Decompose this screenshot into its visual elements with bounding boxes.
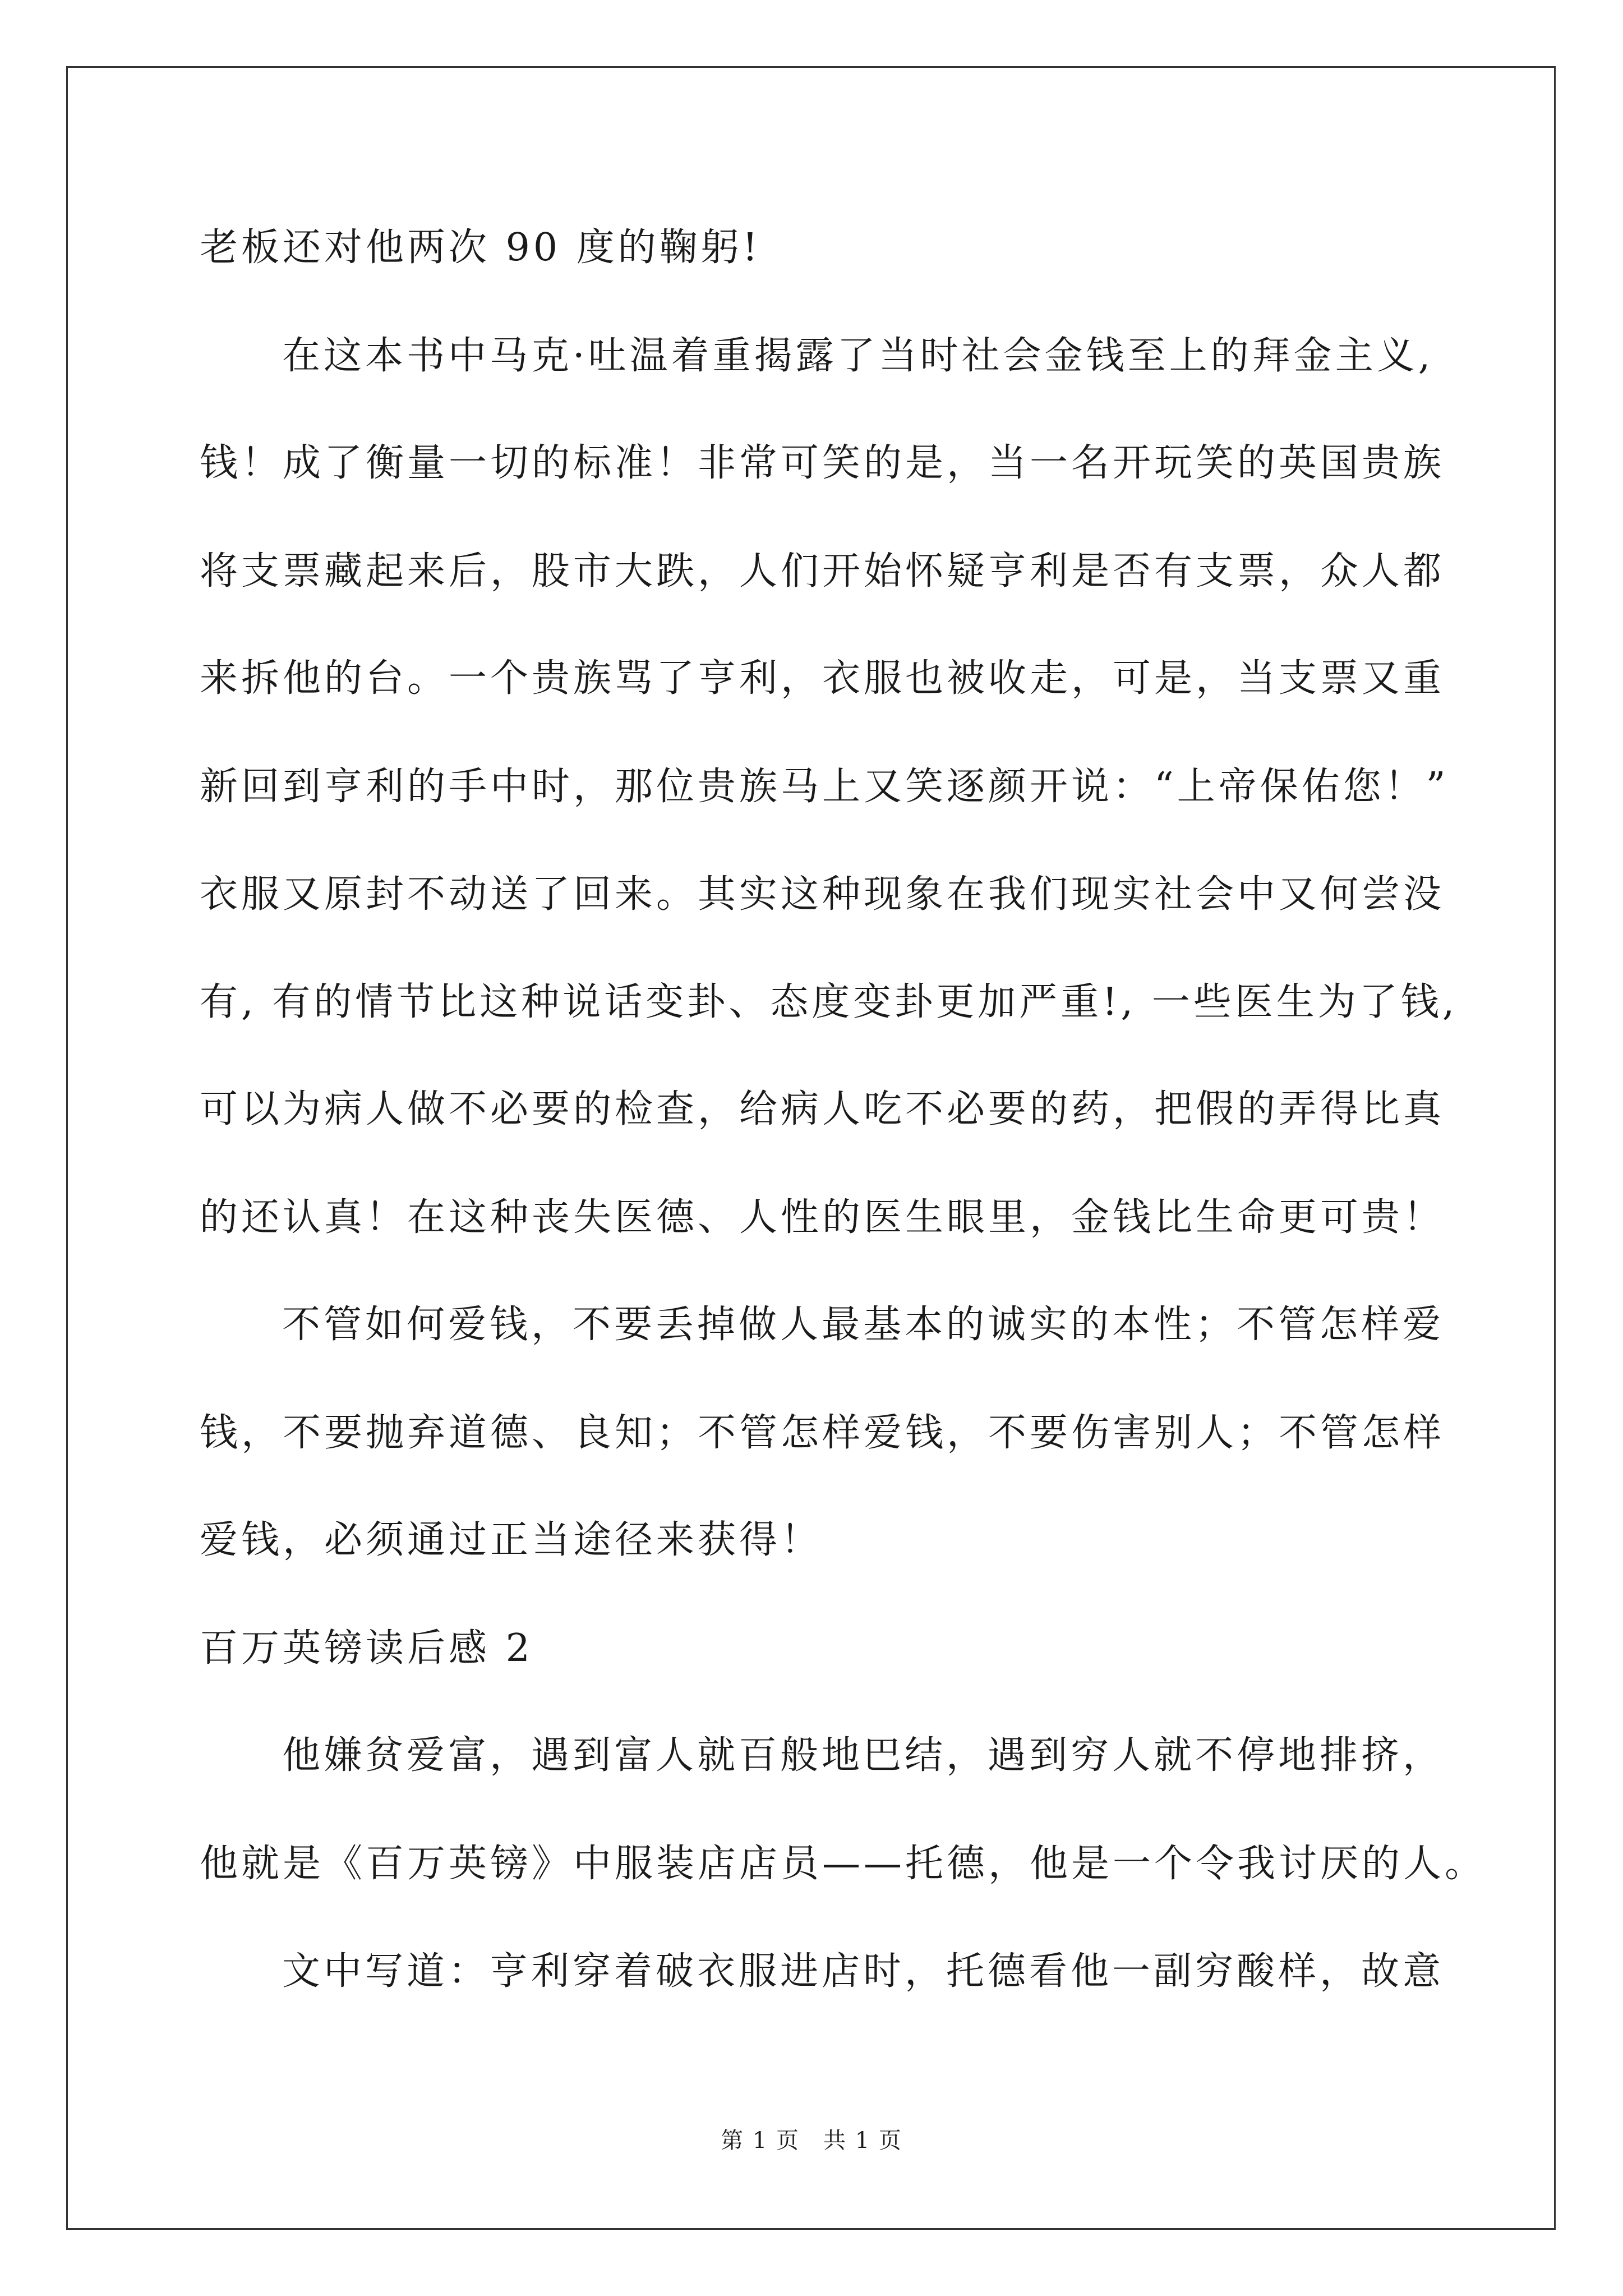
text-line: 他就是《百万英镑》中服装店店员——托德，他是一个令我讨厌的人。 — [200, 1842, 1487, 1886]
text-line: 可以为病人做不必要的检查，给病人吃不必要的药，把假的弄得比真 — [200, 1087, 1445, 1131]
paragraph-line: 在这本书中马克·吐温着重揭露了当时社会金钱至上的拜金主义, — [282, 334, 1434, 378]
text-line: 钱，不要抛弃道德、良知；不管怎样爱钱，不要伤害别人；不管怎样 — [200, 1411, 1445, 1455]
text-line: 来拆他的台。一个贵族骂了亨利，衣服也被收走，可是，当支票又重 — [200, 656, 1445, 701]
page-number-footer: 第 1 页 共 1 页 — [721, 2128, 902, 2154]
paragraph-line: 不管如何爱钱，不要丢掉做人最基本的诚实的本性；不管怎样爱 — [282, 1303, 1445, 1347]
text-line: 的还认真！在这种丧失医德、人性的医生眼里，金钱比生命更可贵！ — [200, 1195, 1445, 1240]
page-border — [66, 66, 1556, 2230]
text-line: 新回到亨利的手中时，那位贵族马上又笑逐颜开说：“上帝保佑您！” — [200, 765, 1449, 809]
text-line: 老板还对他两次 90 度的鞠躬! — [200, 226, 762, 270]
paragraph-line: 他嫌贫爱富，遇到富人就百般地巴结，遇到穷人就不停地排挤， — [282, 1733, 1445, 1778]
section-heading: 百万英镑读后感 2 — [200, 1626, 533, 1671]
text-line: 钱！成了衡量一切的标准！非常可笑的是，当一名开玩笑的英国贵族 — [200, 441, 1445, 485]
paragraph-line: 文中写道：亨利穿着破衣服进店时，托德看他一副穷酸样，故意 — [282, 1949, 1445, 1994]
text-line: 衣服又原封不动送了回来。其实这种现象在我们现实社会中又何尝没 — [200, 872, 1445, 917]
text-line: 有, 有的情节比这种说话变卦、态度变卦更加严重!, 一些医生为了钱, — [200, 980, 1458, 1024]
text-line: 爱钱，必须通过正当途径来获得！ — [200, 1518, 823, 1562]
text-line: 将支票藏起来后，股市大跌，人们开始怀疑亨利是否有支票，众人都 — [200, 549, 1445, 593]
